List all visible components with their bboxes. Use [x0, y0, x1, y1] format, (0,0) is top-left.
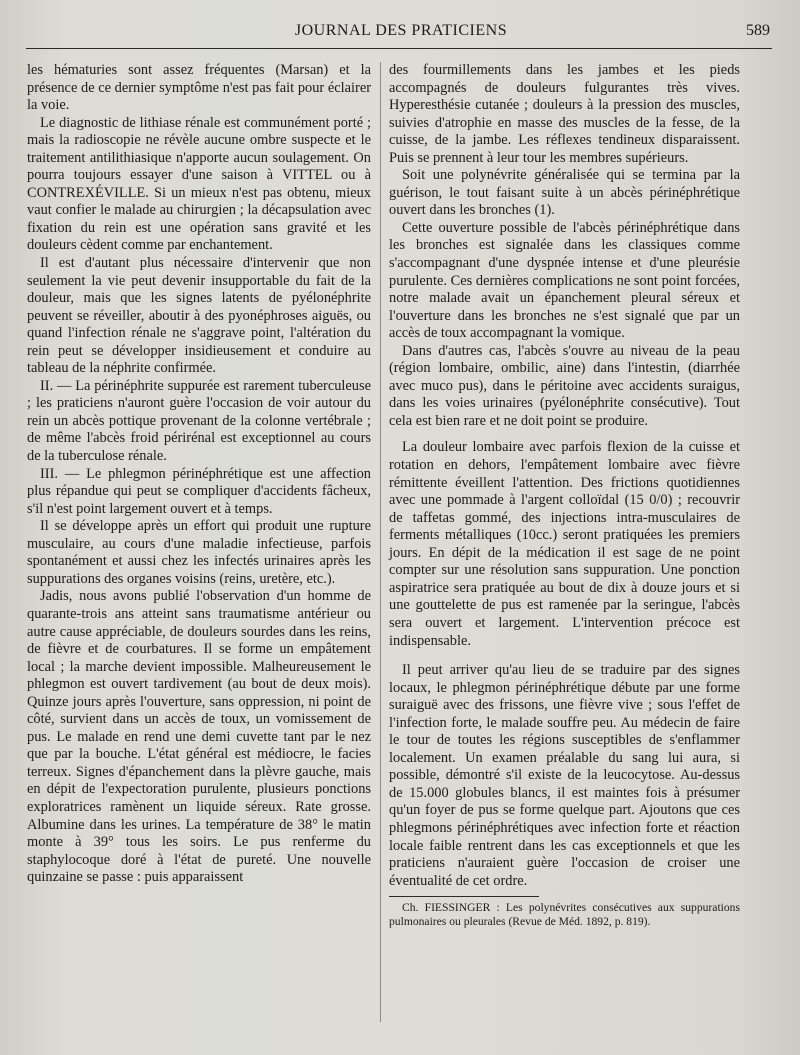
paragraph: La douleur lombaire avec parfois flexion de la cuisse et rotation en dehors, l'empâtement lombaire avec fièvre rémittente éveillent l'attention. Des frictions quotidiennes avec une pommade à l'argent colloïdal (15 0/0) ; recouvrir de taffetas gommé, des injections intra-musculaires de ferments métalliques (10cc.) seront pratiquées les premiers jours. En dépit de la médication il est sage de ne point compter sur une résolution sans suppuration. Une ponction aspiratrice sera pratiquée au bout de dix à douze jours et si une gouttelette de pus est ramenée par la seringue, l'abcès sera ouvert et largement. L'intervention précoce est indispensable. — [389, 439, 740, 649]
page-header — [24, 22, 778, 46]
column-divider — [380, 62, 381, 1022]
footnote-rule — [389, 896, 539, 897]
paragraph: Il peut arriver qu'au lieu de se traduire par des signes locaux, le phlegmon périnéphrétique débute par une forme suraiguë avec des frissons, une fièvre vive ; sous l'effet de l'infection forte, le malade souffre peu. Au médecin de faire le tour de toutes les régions susceptibles de s'enflammer localement. Un examen préalable du sang lui aura, si possible, démontré s'il existe de la leucocytose. Au-dessus de 15.000 globules blancs, il est maintes fois à présumer qu'un foyer de pus se forme quelque part. Ajoutons que ces phlegmons périnéphrétiques avec infection forte et réaction locale faible rentrent dans les cas exceptionnels et que les praticiens n'auraient guère l'occasion de croiser une éventualité de cet ordre. — [389, 662, 740, 889]
footnote: Ch. FIESSINGER : Les polynévrites consécutives aux suppurations pulmonaires ou pleurales (Revue de Méd. 1892, p. 819). — [389, 901, 740, 929]
paragraph: Soit une polynévrite généralisée qui se termina par la guérison, le tout faisant suite à un abcès périnéphrétique ouvert dans les bronches (1). — [389, 167, 740, 219]
running-title: JOURNAL DES PRATICIENS — [294, 22, 508, 39]
paragraph: Il est d'autant plus nécessaire d'intervenir que non seulement la vie peut devenir insupportable du fait de la douleur, mais que les signes latents de pyélonéphrite peuvent se réveiller, aboutir à des pyonéphroses aiguës, ou quand l'infection rénale ne s'aggrave point, l'altération du rein peut se développer insidieusement et conduire au tableau de la néphrite confirmée. — [27, 255, 371, 377]
paragraph: les hématuries sont assez fréquentes (Marsan) et la présence de ce dernier symptôme n'est pas fait pour éclairer la voie. — [27, 62, 371, 114]
paragraph: Dans d'autres cas, l'abcès s'ouvre au niveau de la peau (région lombaire, ombilic, aine) dans l'intestin, (diarrhée avec muco pus), dans le péritoine avec accidents suraigus, dans les voies urinaires (pyélonéphrite consécutive). Tout cela est bien rare et ne doit point se produire. — [389, 342, 740, 429]
paragraph: Il se développe après un effort qui produit une rupture musculaire, au cours d'une maladie infectieuse, parfois spontanément et aussi chez les infectés urinaires après les suppurations des organes voisins (reins, uretère, etc.). — [27, 518, 371, 587]
paragraph: Le diagnostic de lithiase rénale est communément porté ; mais la radioscopie ne révèle aucune ombre suspecte et le traitement antilithiasique n'apporte aucun soulagement. On pourra toujours essayer d'une saison à VITTEL ou à CONTREXÉVILLE. Si un mieux n'est pas obtenu, mieux vaut confier le malade au chirurgien ; la décapsulation avec fixation du rein est une opération sans gravité et les douleurs cèdent comme par enchantement. — [27, 114, 371, 254]
paragraph: Cette ouverture possible de l'abcès périnéphrétique dans les bronches est signalée dans les classiques comme s'accompagnant d'une dyspnée intense et d'une pleurésie purulente. Ces dernières complications ne sont point forcées, notre malade avait un épanchement pleural séreux et l'ouverture dans les bronches ne s'est signalé que par un accès de toux accompagnant la vomique. — [389, 219, 740, 342]
page-number: 589 — [746, 22, 770, 39]
paragraph: II. — La périnéphrite suppurée est rarement tuberculeuse ; les praticiens n'auront guère l'occasion de voir autour du rein un abcès pottique provenant de la colonne vertébrale ; de même l'abcès froid périrénal est exceptionnel au cours de la tuberculose rénale. — [27, 377, 371, 465]
paragraph: Jadis, nous avons publié l'observation d'un homme de quarante-trois ans atteint sans traumatisme antérieur ou autre cause appréciable, de douleurs sourdes dans les reins, de fièvre et de courbatures. Il se forme un empâtement local ; la marche devient impossible. Malheureusement le phlegmon est ouvert tardivement (au bout de deux mois). Quinze jours après l'ouverture, sans oppression, ni point de côté, survient dans un accès de toux, un vomissement de pus. Le malade en rend une demi cuvette tant par le nez que par la bouche. L'état général est médiocre, le facies terreux. Signes d'épanchement dans la plèvre gauche, mais en dépit de l'expectoration purulente, plusieurs ponctions exploratrices ramènent un liquide séreux. Rate grosse. Albumine dans les urines. La température de 38° le matin monte à 39° tous les soirs. Le pus renferme du staphylocoque doré à l'état de pureté. Une nouvelle quinzaine se passe : puis apparaissent — [27, 588, 371, 886]
paragraph: des fourmillements dans les jambes et les pieds accompagnés de douleurs fulgurantes très vives. Hyperesthésie cutanée ; douleurs à la pression des muscles, suivies d'atrophie en masse des muscles de la fesse, de la cuisse, de la jambe. Les réflexes tendineux disparaissent. Puis se prennent à leur tour les membres supérieurs. — [389, 62, 740, 166]
right-column — [389, 62, 740, 929]
paragraph: III. — Le phlegmon périnéphrétique est une affection plus répandue qui peut se compliquer d'accidents fâcheux, s'il n'est point largement ouvert et à temps. — [27, 465, 371, 517]
left-column — [27, 62, 371, 887]
header-rule — [26, 48, 772, 49]
